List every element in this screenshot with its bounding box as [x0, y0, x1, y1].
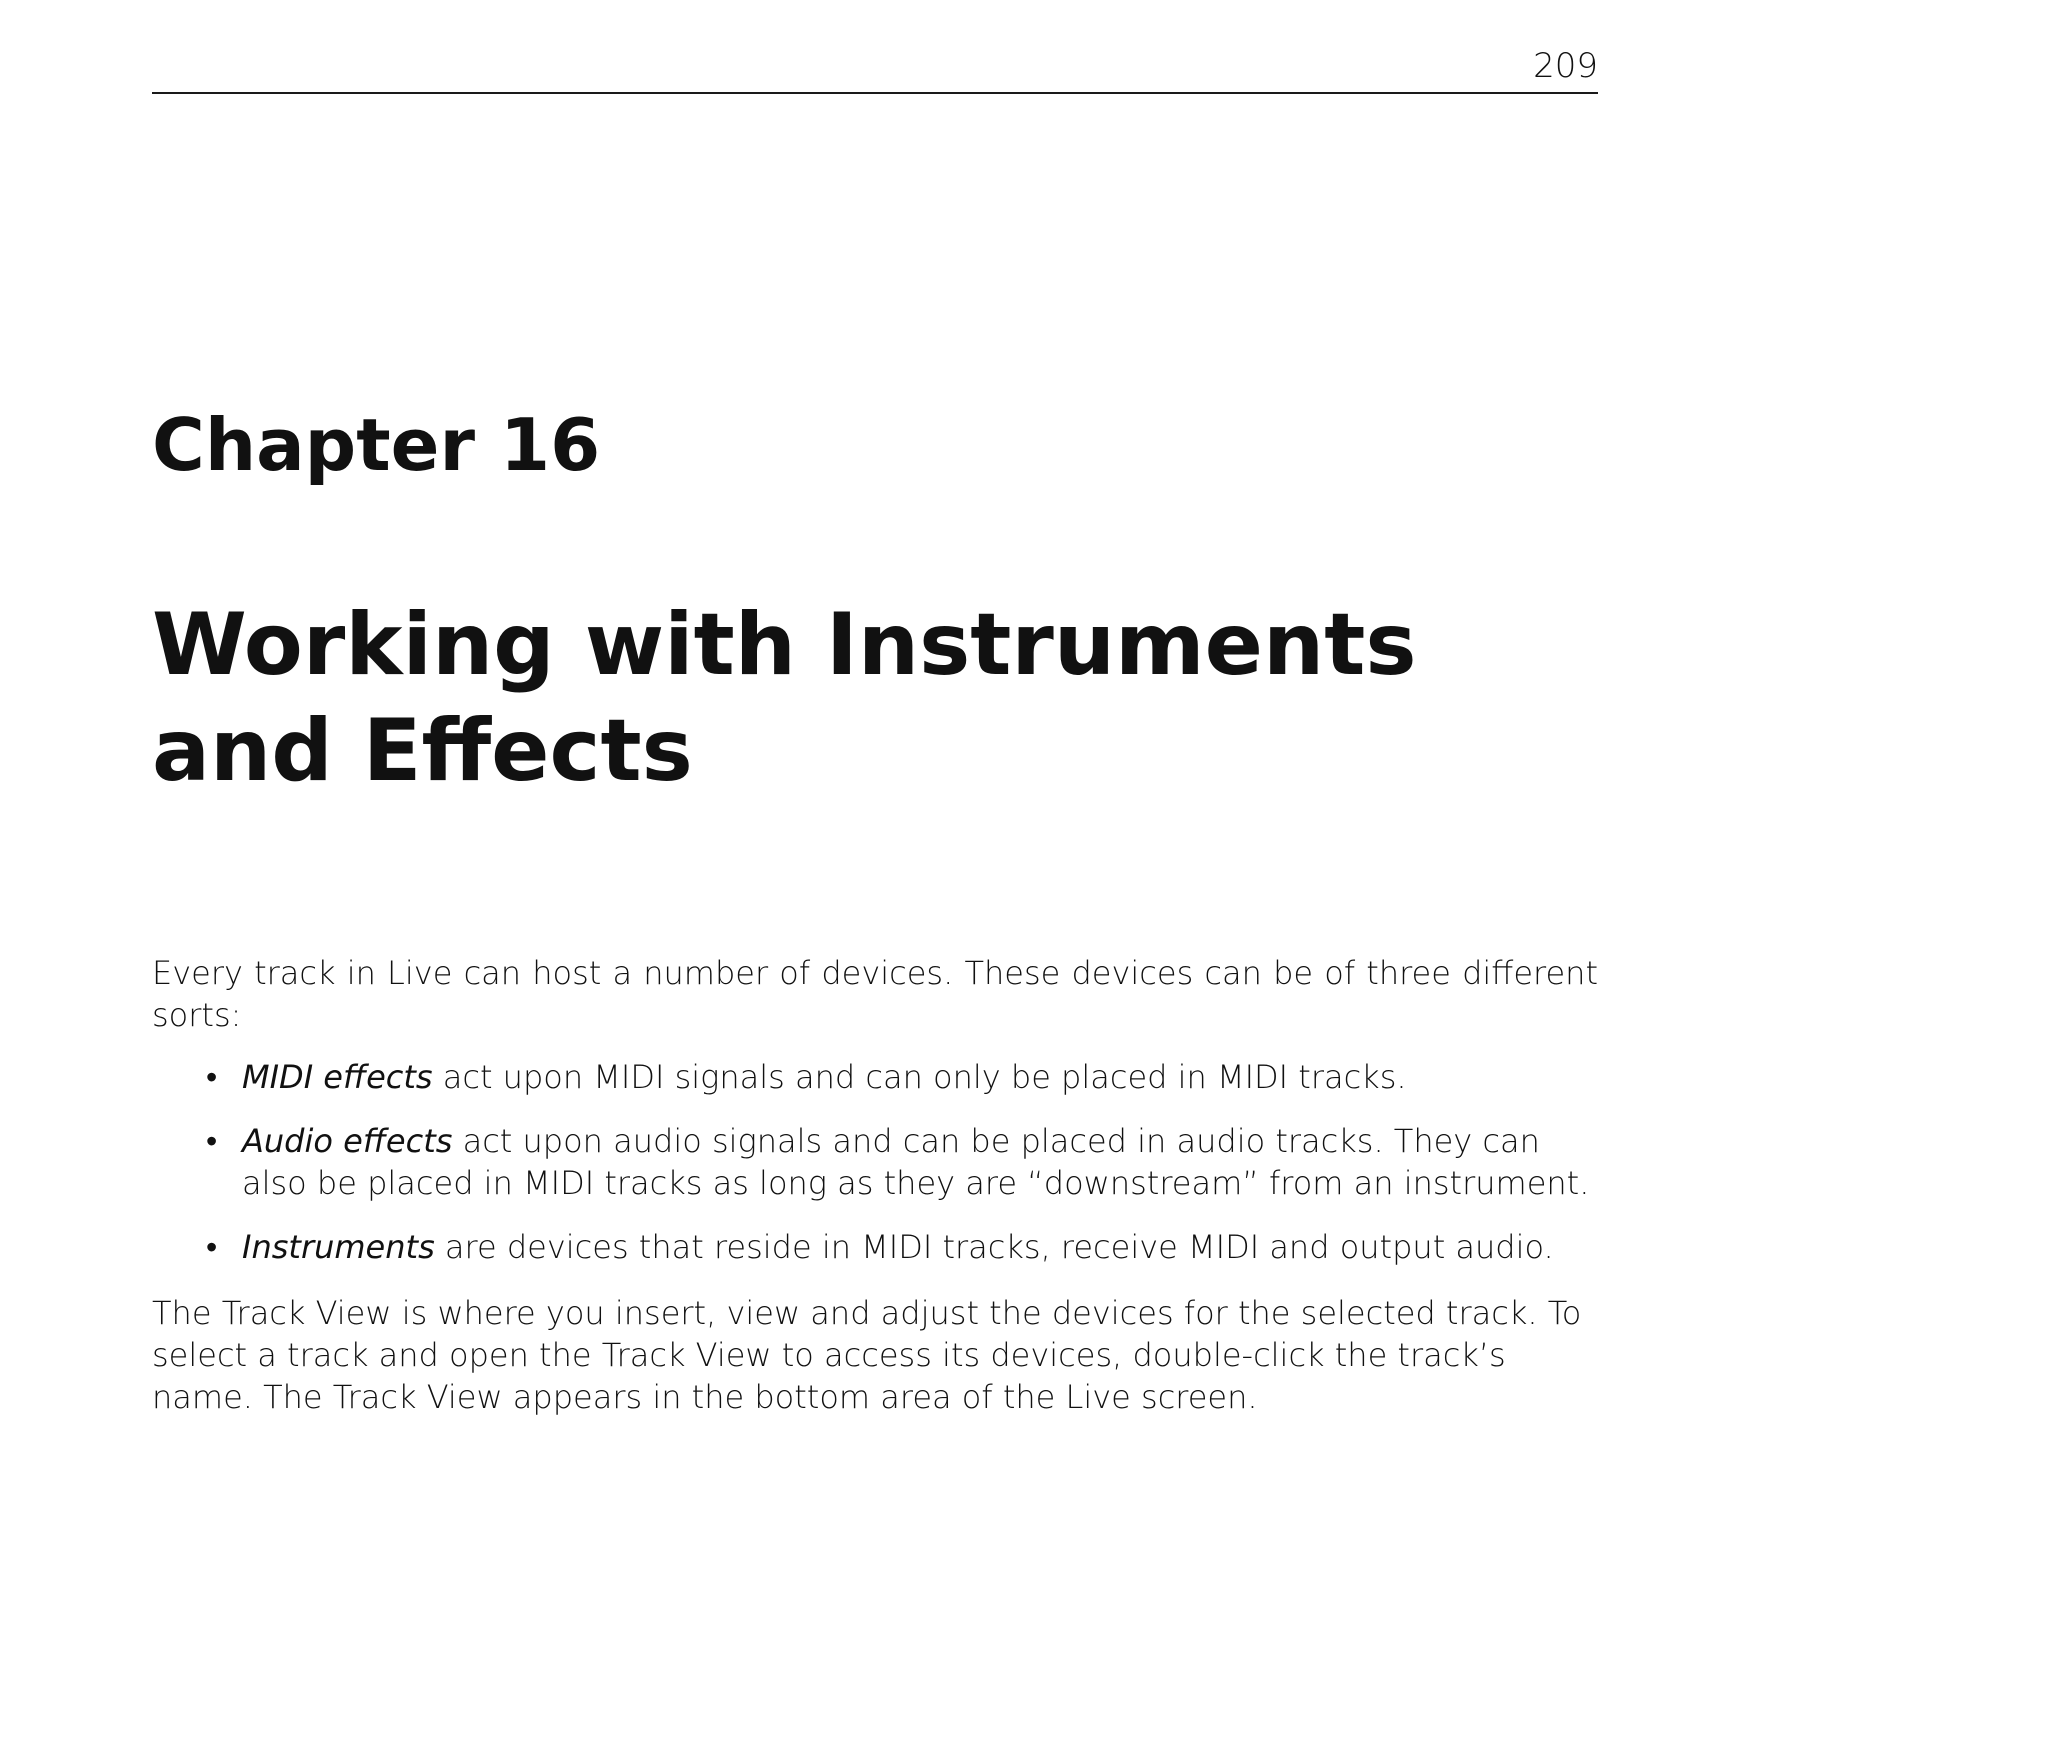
bullet-text: act upon audio signals and can be placed in audio tracks. They can also be placed in MIDI tracks as long as they are “downstream” from an instrument. [242, 1122, 1590, 1202]
chapter-title: Working with Instruments and Effects [152, 595, 1417, 801]
list-item [152, 1120, 1598, 1204]
chapter-label: Chapter 16 [152, 403, 601, 487]
device-types-list [152, 1056, 1598, 1290]
list-item [152, 1226, 1598, 1268]
list-item [152, 1056, 1598, 1098]
bullet-term: Instruments [242, 1228, 435, 1266]
header-rule [152, 92, 1598, 94]
bullet-icon: • [206, 1058, 218, 1096]
bullet-icon: • [206, 1228, 218, 1266]
bullet-term: MIDI effects [242, 1058, 433, 1096]
bullet-term: Audio effects [242, 1122, 453, 1160]
page-number: 209 [1533, 46, 1598, 86]
bullet-text: are devices that reside in MIDI tracks, receive MIDI and output audio. [434, 1228, 1554, 1266]
intro-paragraph: Every track in Live can host a number of devices. These devices can be of three different sorts: [152, 954, 1598, 1034]
bullet-icon: • [206, 1122, 218, 1160]
closing-paragraph: The Track View is where you insert, view and adjust the devices for the selected track. To select a track and open the Track View to access its devices, double-click the track’s name. The Track View appears in the bottom area of the Live screen. [152, 1294, 1582, 1416]
bullet-text: act upon MIDI signals and can only be placed in MIDI tracks. [432, 1058, 1407, 1096]
